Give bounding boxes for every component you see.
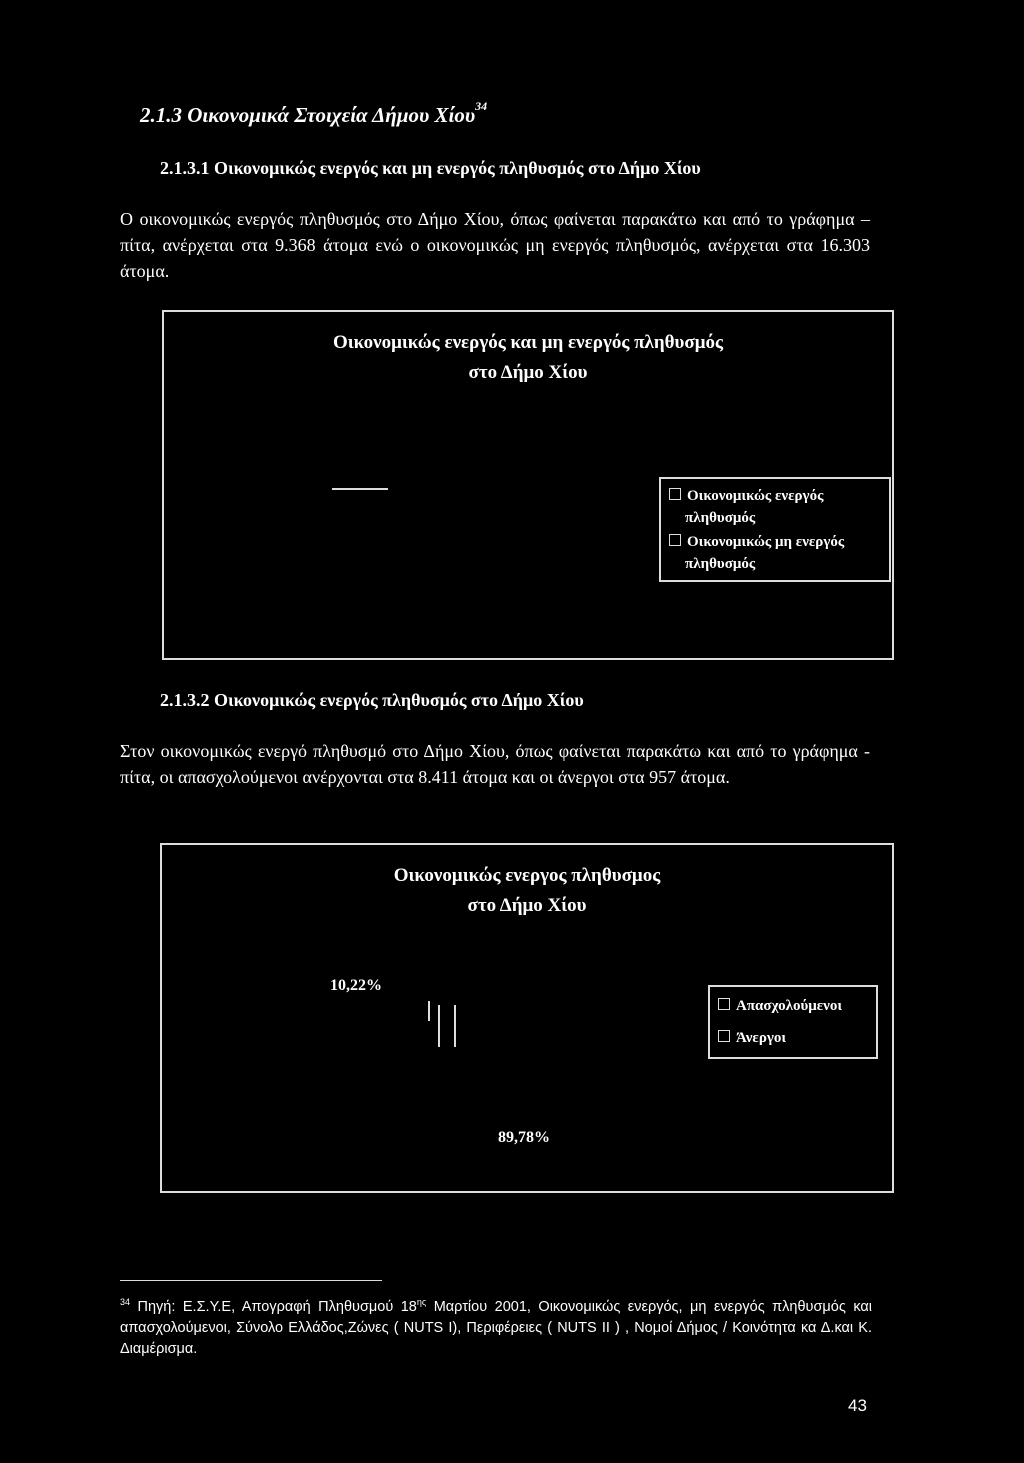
chart-1-pie-edge: [332, 488, 388, 490]
section-heading-text: 2.1.3 Οικονομικά Στοιχεία Δήμου Χίου: [140, 103, 476, 127]
legend-item-unemployed: Άνεργοι: [718, 1027, 786, 1049]
chart-2-pie-edge-left: [438, 1005, 440, 1047]
legend-swatch: [669, 488, 681, 500]
chart-2-title-line-2: στο Δήμο Χίου: [467, 895, 587, 916]
footnote-text-sup: ης: [416, 1297, 427, 1307]
footnote-text-1: Πηγή: Ε.Σ.Υ.Ε, Απογραφή Πληθυσμού 18: [137, 1298, 417, 1315]
chart-2-leader-line: [428, 1001, 430, 1021]
legend-item-inactive-line2: πληθυσμός: [685, 556, 756, 572]
chart-1-title-line-1: Οικονομικώς ενεργός και μη ενεργός πληθυσμός: [332, 332, 724, 353]
chart-2: [160, 843, 894, 1193]
legend-swatch: [669, 534, 681, 546]
chart-2-pie-edge-right: [454, 1005, 456, 1047]
page-number: 43: [848, 1396, 867, 1415]
paragraph-2: Στον οικονομικώς ενεργό πληθυσμό στο Δήμο Χίου, όπως φαίνεται παρακάτω και από το γράφημα - πίτα, οι απασχολούμενοι ανέρχονται στα 8.411 άτομα και οι άνεργοι στα 957 άτομα.: [120, 741, 870, 787]
legend-item-inactive: Οικονομικώς μη ενεργός: [669, 531, 844, 553]
chart-2-legend: [708, 985, 878, 1059]
slice-label-unemployed: 10,22%: [330, 977, 382, 994]
paragraph-1: Ο οικονομικώς ενεργός πληθυσμός στο Δήμο Χίου, όπως φαίνεται παρακάτω και από το γράφημα – πίτα, ανέρχεται στα 9.368 άτομα ενώ ο οικονομικώς μη ενεργός πληθυσμός, ανέρχεται στα 16.303 άτομα.: [120, 209, 870, 281]
footnote-ref: 34: [475, 99, 488, 113]
legend-item-employed: Απασχολούμενοι: [718, 995, 842, 1017]
legend-item-active: Οικονομικώς ενεργός: [669, 485, 823, 507]
footnote: [120, 1292, 872, 1360]
slice-label-employed: 89,78%: [498, 1129, 550, 1146]
subsection-heading-2: 2.1.3.2 Οικονομικώς ενεργός πληθυσμός στο Δήμο Χίου: [160, 690, 584, 710]
legend-item-active-line2: πληθυσμός: [685, 510, 756, 526]
chart-1: [162, 310, 894, 660]
chart-1-legend: [659, 477, 891, 582]
section-heading: [140, 99, 488, 128]
footnote-divider: [120, 1280, 382, 1281]
footnote-number: 34: [120, 1297, 131, 1307]
footnote-text-2: Μαρτίου 2001, Οικονομικώς ενεργός, μη ενεργός πληθυσμός και απασχολούμενοι, Σύνολο Ελλάδος,Ζώνες ( NUTS I), Περιφέρειες ( NUTS II ) , Νομοί Δήμος / Κοινότητα κα Δ.και Κ. Διαμέρισμα.: [120, 1298, 873, 1357]
subsection-heading-1: 2.1.3.1 Οικονομικώς ενεργός και μη ενεργός πληθυσμός στο Δήμο Χίου: [160, 158, 701, 178]
legend-swatch: [718, 998, 730, 1010]
chart-2-title-line-1: Οικονομικώς ενεργος πληθυσμος: [393, 865, 661, 886]
legend-swatch: [718, 1030, 730, 1042]
chart-1-title-line-2: στο Δήμο Χίου: [468, 362, 588, 383]
